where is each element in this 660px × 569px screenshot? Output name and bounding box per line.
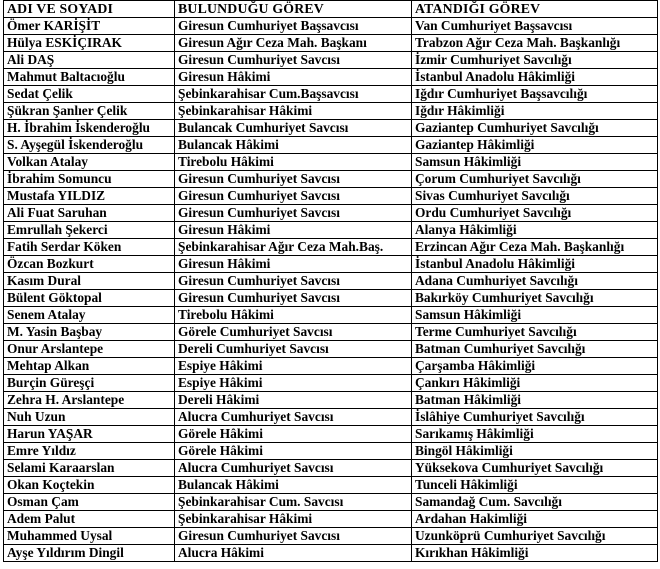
cell-new-post: Gaziantep Hâkimliği <box>412 137 658 154</box>
cell-name: Ali DAŞ <box>4 52 175 69</box>
cell-new-post: Van Cumhuriyet Başsavcısı <box>412 18 658 35</box>
table-row <box>4 18 658 35</box>
cell-name: Mahmut Baltacıoğlu <box>4 69 175 86</box>
table-row <box>4 69 658 86</box>
cell-name: Harun YAŞAR <box>4 426 175 443</box>
table-row <box>4 511 658 528</box>
table-row <box>4 324 658 341</box>
cell-new-post: Samandağ Cum. Savcılığı <box>412 494 658 511</box>
cell-current-post: Giresun Cumhuriyet Savcısı <box>175 205 412 222</box>
cell-current-post: Giresun Cumhuriyet Savcısı <box>175 290 412 307</box>
cell-name: Şükran Şanlıer Çelik <box>4 103 175 120</box>
cell-current-post: Görele Hâkimi <box>175 443 412 460</box>
cell-name: Hülya ESKİÇIRAK <box>4 35 175 52</box>
table-row <box>4 409 658 426</box>
cell-current-post: Alucra Cumhuriyet Savcısı <box>175 409 412 426</box>
cell-name: Fatih Serdar Köken <box>4 239 175 256</box>
header-current-post: BULUNDUĞU GÖREV <box>175 1 412 18</box>
cell-new-post: Uzunköprü Cumhuriyet Savcılığı <box>412 528 658 545</box>
cell-name: Onur Arslantepe <box>4 341 175 358</box>
cell-new-post: Terme Cumhuriyet Savcılığı <box>412 324 658 341</box>
cell-name: Muhammed Uysal <box>4 528 175 545</box>
cell-new-post: Yüksekova Cumhuriyet Savcılığı <box>412 460 658 477</box>
table-row <box>4 239 658 256</box>
cell-new-post: İzmir Cumhuriyet Savcılığı <box>412 52 658 69</box>
table-row <box>4 290 658 307</box>
table-row <box>4 528 658 545</box>
cell-name: Mustafa YILDIZ <box>4 188 175 205</box>
cell-current-post: Şebinkarahisar Ağır Ceza Mah.Baş. <box>175 239 412 256</box>
cell-new-post: Ardahan Hakimliği <box>412 511 658 528</box>
cell-new-post: Trabzon Ağır Ceza Mah. Başkanlığı <box>412 35 658 52</box>
table-row <box>4 35 658 52</box>
cell-current-post: Dereli Hâkimi <box>175 392 412 409</box>
cell-new-post: Adana Cumhuriyet Savcılığı <box>412 273 658 290</box>
cell-name: S. Ayşegül İskenderoğlu <box>4 137 175 154</box>
cell-name: Selami Karaarslan <box>4 460 175 477</box>
cell-current-post: Alucra Hâkimi <box>175 545 412 562</box>
cell-current-post: Bulancak Hâkimi <box>175 477 412 494</box>
table-row <box>4 307 658 324</box>
cell-current-post: Espiye Hâkimi <box>175 358 412 375</box>
cell-current-post: Görele Hâkimi <box>175 426 412 443</box>
table-row <box>4 358 658 375</box>
cell-new-post: Bakırköy Cumhuriyet Savcılığı <box>412 290 658 307</box>
table-row <box>4 120 658 137</box>
cell-new-post: Çankırı Hâkimliği <box>412 375 658 392</box>
cell-current-post: Bulancak Hâkimi <box>175 137 412 154</box>
cell-current-post: Şebinkarahisar Hâkimi <box>175 103 412 120</box>
cell-new-post: Çarşamba Hâkimliği <box>412 358 658 375</box>
table-row <box>4 375 658 392</box>
cell-name: Osman Çam <box>4 494 175 511</box>
cell-current-post: Alucra Cumhuriyet Savcısı <box>175 460 412 477</box>
cell-name: Ayşe Yıldırım Dingil <box>4 545 175 562</box>
table-row <box>4 494 658 511</box>
cell-name: Adem Palut <box>4 511 175 528</box>
cell-new-post: Çorum Cumhuriyet Savcılığı <box>412 171 658 188</box>
cell-current-post: Espiye Hâkimi <box>175 375 412 392</box>
cell-current-post: Giresun Cumhuriyet Savcısı <box>175 188 412 205</box>
cell-name: Burçin Güreşçi <box>4 375 175 392</box>
table-row <box>4 171 658 188</box>
cell-current-post: Görele Cumhuriyet Savcısı <box>175 324 412 341</box>
cell-new-post: Iğdır Hâkimliği <box>412 103 658 120</box>
table-row <box>4 103 658 120</box>
appointments-table <box>3 0 658 562</box>
table-body <box>4 18 658 562</box>
cell-new-post: Bingöl Hâkimliği <box>412 443 658 460</box>
table-row <box>4 443 658 460</box>
table-row <box>4 52 658 69</box>
cell-current-post: Giresun Cumhuriyet Savcısı <box>175 171 412 188</box>
table-row <box>4 188 658 205</box>
cell-name: Nuh Uzun <box>4 409 175 426</box>
cell-current-post: Dereli Cumhuriyet Savcısı <box>175 341 412 358</box>
cell-name: Ali Fuat Saruhan <box>4 205 175 222</box>
table-row <box>4 460 658 477</box>
cell-new-post: Sarıkamış Hâkimliği <box>412 426 658 443</box>
table-row <box>4 426 658 443</box>
table-row <box>4 545 658 562</box>
cell-new-post: İstanbul Anadolu Hâkimliği <box>412 256 658 273</box>
table-header-row <box>4 1 658 18</box>
cell-name: Kasım Dural <box>4 273 175 290</box>
cell-name: M. Yasin Başbay <box>4 324 175 341</box>
cell-name: Okan Koçtekin <box>4 477 175 494</box>
table-row <box>4 154 658 171</box>
cell-new-post: Iğdır Cumhuriyet Başsavcılığı <box>412 86 658 103</box>
cell-name: Emrullah Şekerci <box>4 222 175 239</box>
cell-current-post: Şebinkarahisar Cum. Savcısı <box>175 494 412 511</box>
cell-new-post: Alanya Hâkimliği <box>412 222 658 239</box>
cell-current-post: Şebinkarahisar Hâkimi <box>175 511 412 528</box>
cell-new-post: Gaziantep Cumhuriyet Savcılığı <box>412 120 658 137</box>
cell-current-post: Şebinkarahisar Cum.Başsavcısı <box>175 86 412 103</box>
cell-new-post: İstanbul Anadolu Hâkimliği <box>412 69 658 86</box>
table-row <box>4 205 658 222</box>
cell-name: Ömer KARİŞİT <box>4 18 175 35</box>
header-name: ADI VE SOYADI <box>4 1 175 18</box>
cell-name: Senem Atalay <box>4 307 175 324</box>
table-row <box>4 137 658 154</box>
table-row <box>4 256 658 273</box>
cell-new-post: Kırıkhan Hâkimliği <box>412 545 658 562</box>
cell-current-post: Giresun Hâkimi <box>175 69 412 86</box>
cell-current-post: Tirebolu Hâkimi <box>175 154 412 171</box>
table-row <box>4 273 658 290</box>
cell-name: İbrahim Somuncu <box>4 171 175 188</box>
cell-current-post: Giresun Hâkimi <box>175 256 412 273</box>
cell-name: Sedat Çelik <box>4 86 175 103</box>
cell-name: Mehtap Alkan <box>4 358 175 375</box>
appointments-document <box>3 0 657 568</box>
cell-new-post: İslâhiye Cumhuriyet Savcılığı <box>412 409 658 426</box>
cell-new-post: Tunceli Hâkimliği <box>412 477 658 494</box>
cell-current-post: Giresun Cumhuriyet Savcısı <box>175 528 412 545</box>
cell-current-post: Giresun Cumhuriyet Savcısı <box>175 273 412 290</box>
cell-new-post: Ordu Cumhuriyet Savcılığı <box>412 205 658 222</box>
cell-new-post: Samsun Hâkimliği <box>412 154 658 171</box>
cell-name: Emre Yıldız <box>4 443 175 460</box>
table-row <box>4 341 658 358</box>
cell-current-post: Bulancak Cumhuriyet Savcısı <box>175 120 412 137</box>
cell-current-post: Tirebolu Hâkimi <box>175 307 412 324</box>
cell-current-post: Giresun Ağır Ceza Mah. Başkanı <box>175 35 412 52</box>
cell-name: Özcan Bozkurt <box>4 256 175 273</box>
table-row <box>4 222 658 239</box>
cell-new-post: Batman Hâkimliği <box>412 392 658 409</box>
cell-current-post: Giresun Cumhuriyet Başsavcısı <box>175 18 412 35</box>
cell-new-post: Samsun Hâkimliği <box>412 307 658 324</box>
cell-name: Volkan Atalay <box>4 154 175 171</box>
cell-current-post: Giresun Hâkimi <box>175 222 412 239</box>
cell-current-post: Giresun Cumhuriyet Savcısı <box>175 52 412 69</box>
table-row <box>4 477 658 494</box>
cell-new-post: Sivas Cumhuriyet Savcılığı <box>412 188 658 205</box>
header-new-post: ATANDIĞI GÖREV <box>412 1 658 18</box>
cell-new-post: Batman Cumhuriyet Savcılığı <box>412 341 658 358</box>
table-row <box>4 392 658 409</box>
table-row <box>4 86 658 103</box>
cell-name: Zehra H. Arslantepe <box>4 392 175 409</box>
cell-new-post: Erzincan Ağır Ceza Mah. Başkanlığı <box>412 239 658 256</box>
cell-name: Bülent Göktopal <box>4 290 175 307</box>
cell-name: H. İbrahim İskenderoğlu <box>4 120 175 137</box>
